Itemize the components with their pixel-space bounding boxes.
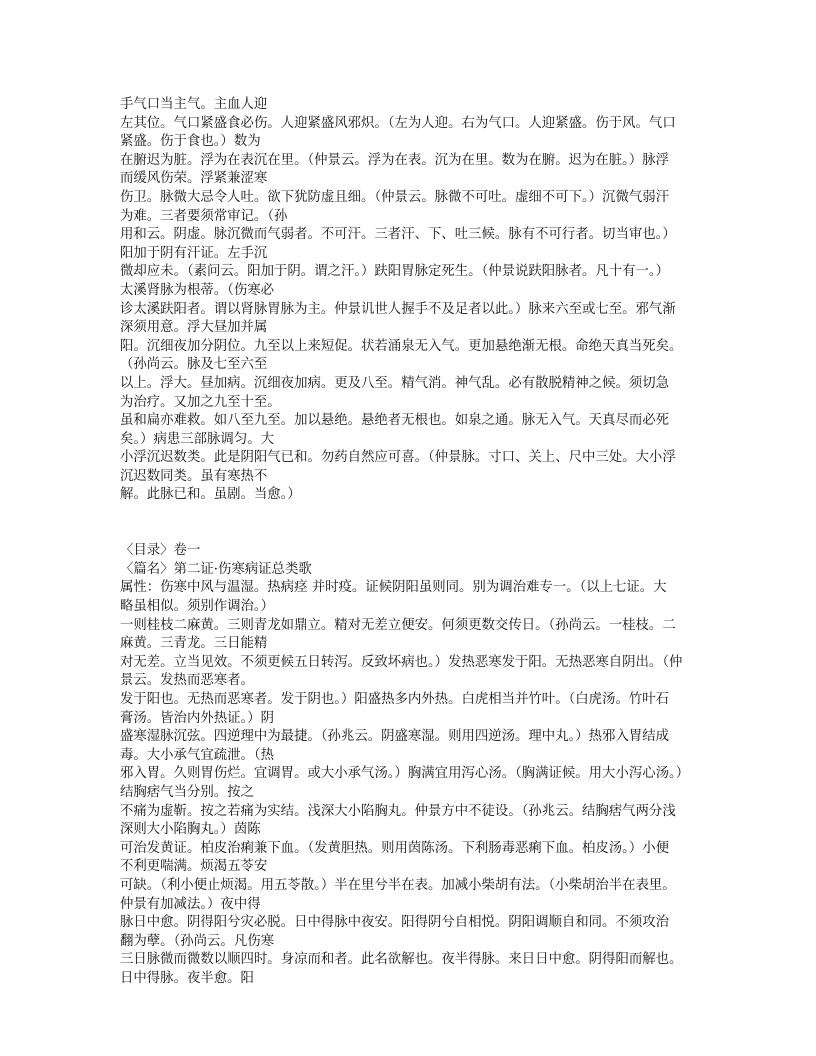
catalog-label: 〈目录〉卷一 [120,543,201,559]
text-block-chapter-body [120,579,700,988]
text-line: 结胸痞气当分别。按之 [120,784,254,800]
text-line: 脉日中愈。阴得阳兮灾必脱。日中得脉中夜安。阳得阴兮自相悦。阴阳调顺自和同。不须攻治 [120,915,670,931]
text-line: 左其位。气口紧盛食必伤。人迎紧盛风邪炽。（左为人迎。右为气口。人迎紧盛。伤于风。气口 [120,115,676,131]
text-line: 阳加于阴有汗证。左手沉 [120,245,268,261]
text-line: 微却应未。（素问云。阳加于阴。谓之汗。）趺阳胃脉定死生。（仲景说趺阳脉者。凡十有一。） [120,264,669,280]
text-line: 一则桂枝二麻黄。三则青龙如鼎立。精对无差立便安。何须更数交传日。（孙尚云。一桂枝。二 [120,617,676,633]
text-line: 景云。发热而恶寒者。 [120,673,254,689]
text-line: 翻为孽。（孙尚云。凡伤寒 [120,933,274,949]
text-line: 紧盛。伤于食也。）数为 [120,134,261,150]
text-line: 膏汤。皆治内外热证。）阴 [120,710,274,726]
text-line: 沉迟数同类。虽有寒热不 [120,468,268,484]
text-block-pulse-section [120,96,700,505]
text-line: 深则大小陷胸丸。）茵陈 [120,822,261,838]
blank-line-divider [120,505,700,524]
document-page [120,96,700,989]
text-line: 伤卫。脉微大忌令人吐。欲下犹防虚且细。（仲景云。脉微不可吐。虚细不可下。）沉微气弱汗 [120,189,670,205]
text-line: 诊太溪趺阳者。谓以肾脉胃脉为主。仲景讥世人握手不及足者以此。）脉来六至或七至。邪气渐 [120,301,676,317]
text-line: 不利更喘满。烦渴五苓安 [120,859,268,875]
text-line: 虽和扁亦难救。如八至九至。加以悬绝。悬绝者无根也。如泉之通。脉无入气。天真尽而必死 [120,413,670,429]
text-line: 为治疗。又加之九至十至。 [120,394,281,410]
text-line: 邪入胃。久则胃伤烂。宜调胃。或大小承气汤。）胸满宜用泻心汤。（胸满证候。用大小泻心汤。） [120,766,690,782]
text-line: 可治发黄证。柏皮治痢兼下血。（发黄胆热。则用茵陈汤。下利肠毒恶痢下血。柏皮汤。）小便 [120,840,670,856]
text-line: 用和云。阴虚。脉沉微而气弱者。不可汗。三者汗、下、吐三候。脉有不可行者。切当审也。） [120,227,676,243]
text-line: 以上。浮大。昼加病。沉细夜加病。更及八至。精气消。神气乱。必有散脱精神之候。须切急 [120,375,670,391]
text-line: 毒。大小承气宜疏泄。（热 [120,747,274,763]
text-line: （孙尚云。脉及七至六至 [120,357,268,373]
text-line: 可缺。（利小便止烦渴。用五苓散。）半在里兮半在表。加减小柴胡有法。（小柴胡治半在表里。 [120,877,676,893]
text-line: 矣。）病患三部脉调匀。大 [120,431,274,447]
text-line: 发于阳也。无热而恶寒者。发于阴也。）阳盛热多内外热。白虎相当并竹叶。（白虎汤。竹叶石 [120,692,670,707]
chapter-title: 〈篇名〉第二证·伤寒病证总类歌 [120,561,312,577]
text-line: 麻黄。三青龙。三日能精 [120,636,268,652]
text-line: 小浮沉迟数类。此是阴阳气已和。勿药自然应可喜。（仲景脉。寸口、关上、尺中三处。大小浮 [120,450,676,466]
blank-line-divider [120,524,700,543]
text-line: 深须用意。浮大昼加并属 [120,320,268,336]
text-line: 解。此脉已和。虽剧。当愈。） [120,487,301,503]
text-line: 而缓风伤荣。浮紧兼涩寒 [120,171,268,187]
text-line: 太溪肾脉为根蒂。（伤寒必 [120,282,274,298]
text-line: 阳。沉细夜加分阴位。九至以上来短促。状若涌泉无入气。更加悬绝渐无根。命绝天真当死矣。 [120,338,683,354]
text-line: 对无差。立当见效。不须更候五日转泻。反致坏病也。）发热恶寒发于阳。无热恶寒自阴出。（仲 [120,654,683,670]
text-line: 日中得脉。夜半愈。阳 [120,970,254,986]
text-line: 三日脉微而微数以顺四时。身凉而和者。此名欲解也。夜半得脉。来日日中愈。阴得阳而解也。 [120,952,683,968]
text-line: 在腑迟为脏。浮为在表沉在里。（仲景云。浮为在表。沉为在里。数为在腑。迟为在脏。）脉浮 [120,152,670,168]
text-line: 略虽相似。须别作调治。） [120,599,274,615]
text-line: 手气口当主气。主血人迎 [120,97,268,112]
text-line: 仲景有加减法。）夜中得 [120,896,261,912]
text-line: 为难。三者要须常审记。（孙 [120,208,288,224]
text-line: 不痛为虚靳。按之若痛为实结。浅深大小陷胸丸。仲景方中不徒设。（孙兆云。结胸痞气两分浅 [120,803,676,819]
text-line: 盛寒湿脉沉弦。四逆理中为最捷。（孙兆云。阴盛寒湿。则用四逆汤。理中丸。）热邪入胃结成 [120,729,670,745]
text-line: 属性：伤寒中风与温湿。热病痉 并时疫。证候阴阳虽则同。别为调治难专一。（以上七证。大 [120,580,667,596]
